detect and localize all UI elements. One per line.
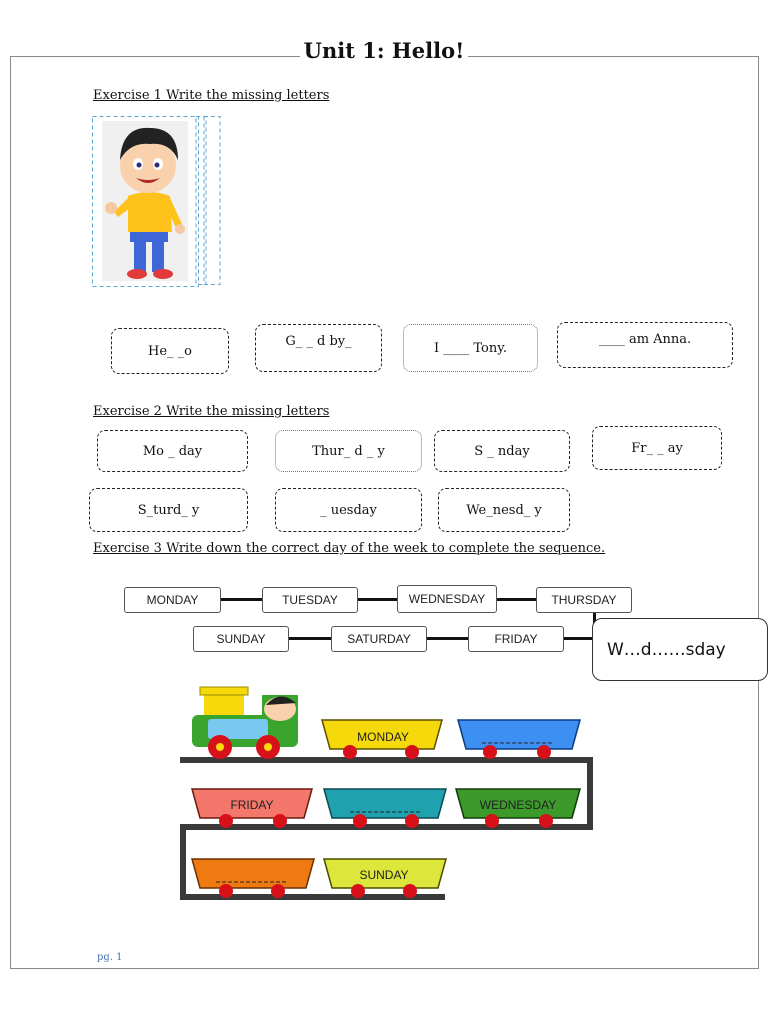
exercise-2-box-3[interactable]: S _ nday xyxy=(434,430,570,472)
exercise-2-heading: Exercise 2 Write the missing letters xyxy=(93,404,330,419)
wagon-label: SUNDAY xyxy=(359,868,409,882)
wagon-wednesday xyxy=(456,789,580,828)
page-title: Unit 1: Hello! xyxy=(0,38,768,63)
exercise-2-box-7[interactable]: We_nesd_ y xyxy=(438,488,570,532)
sequence-day-saturday: SATURDAY xyxy=(331,626,427,652)
exercise-1-box-2[interactable]: G_ _ d by_ xyxy=(255,324,382,372)
wagon-monday xyxy=(322,720,442,759)
exercise-1-box-1[interactable]: He_ _o xyxy=(111,328,229,374)
wagon-blank-blue xyxy=(458,720,580,759)
exercise-1-heading: Exercise 1 Write the missing letters xyxy=(93,88,330,103)
wagon-blank-orange xyxy=(192,859,314,898)
sequence-answer-box[interactable]: W…d……sday xyxy=(592,618,768,681)
wagon-label: WEDNESDAY xyxy=(479,798,557,812)
train-engine xyxy=(192,687,298,759)
exercise-1-box-3[interactable]: I ____ Tony. xyxy=(403,324,538,372)
wagon-blank-teal xyxy=(324,789,446,828)
sequence-day-wednesday: WEDNESDAY xyxy=(397,585,497,613)
exercise-3-heading: Exercise 3 Write down the correct day of the week to complete the sequence. xyxy=(93,541,606,556)
boy-illustration xyxy=(92,116,222,288)
wagon-label: FRIDAY xyxy=(230,798,274,812)
page-number: pg. 1 xyxy=(97,952,123,963)
exercise-2-box-6[interactable]: _ uesday xyxy=(275,488,422,532)
sequence-day-monday: MONDAY xyxy=(124,587,221,613)
sequence-day-thursday: THURSDAY xyxy=(536,587,632,613)
wagon-label: MONDAY xyxy=(357,730,409,744)
sequence-day-friday: FRIDAY xyxy=(468,626,564,652)
wagon-sunday xyxy=(324,859,446,898)
exercise-2-box-4[interactable]: Fr_ _ ay xyxy=(592,426,722,470)
exercise-1-box-4[interactable]: ____ am Anna. xyxy=(557,322,733,368)
sequence-day-sunday: SUNDAY xyxy=(193,626,289,652)
exercise-2-box-1[interactable]: Mo _ day xyxy=(97,430,248,472)
train-illustration xyxy=(180,685,600,905)
wagon-friday xyxy=(192,789,312,828)
sequence-day-tuesday: TUESDAY xyxy=(262,587,358,613)
exercise-2-box-5[interactable]: S_turd_ y xyxy=(89,488,248,532)
exercise-2-box-2[interactable]: Thur_ d _ y xyxy=(275,430,422,472)
